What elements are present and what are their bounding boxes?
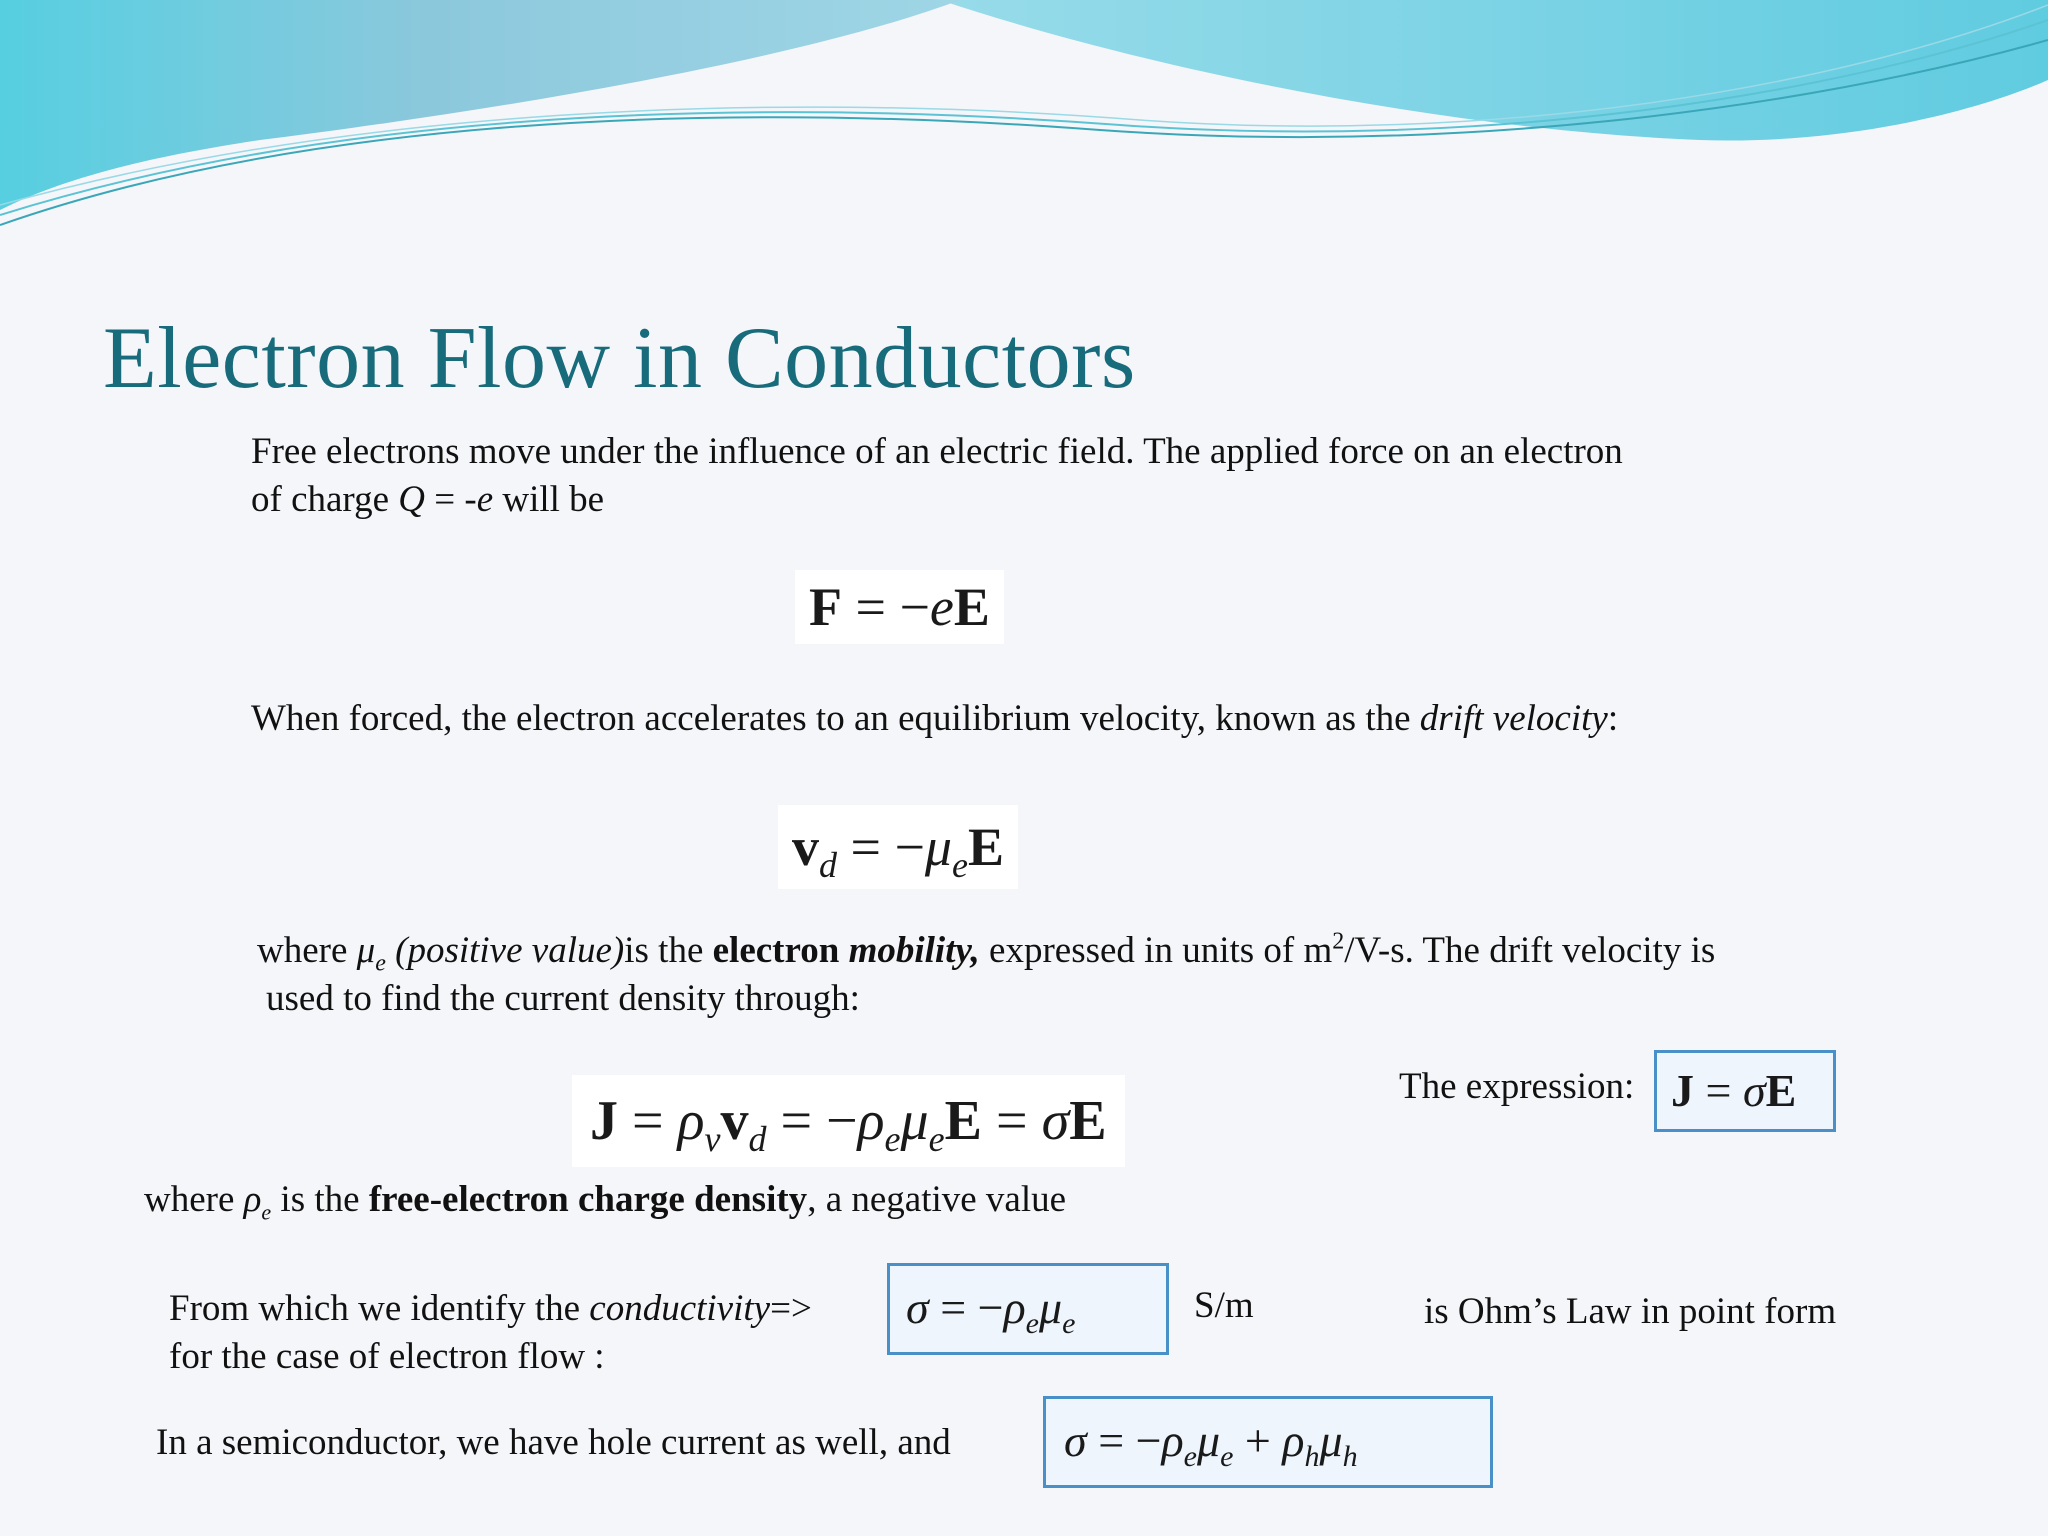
cd-v: v [720,1090,749,1152]
cond-mu: μ [1039,1282,1063,1333]
cd-rho2-sub: e [884,1119,901,1160]
cd-rho-sub: v [704,1119,721,1160]
cond-rho-sub: e [1025,1307,1039,1341]
drift-sentence-post: : [1607,698,1619,739]
mobility-line-1 [257,927,1715,975]
mobility-mu: μ [356,930,376,971]
cd-eq2: = − [766,1090,858,1152]
charge-symbol-q: Q [398,479,425,520]
cd-eq3: = [981,1090,1042,1152]
ohm-eq: = [1694,1065,1743,1116]
semiconductor-sentence: In a semiconductor, we have hole current as well, and [156,1422,951,1463]
cd-mu-sub: e [928,1119,945,1160]
conductivity-box [887,1263,1169,1355]
force-symbol: F [809,577,842,637]
mobility-where: where [257,930,357,971]
cdens-post: , a negative value [807,1179,1067,1220]
drift-mu-sub: e [952,844,969,885]
intro-line-2 [251,476,604,524]
cd-v-sub: d [748,1119,767,1160]
cd-mu: μ [900,1090,929,1152]
cd-sigma: σ [1041,1090,1070,1152]
intro-line-2-pre: of charge [251,479,399,520]
cdens-rho-sub: e [261,1199,272,1225]
semi-rho-e: ρ [1161,1415,1184,1466]
drift-equals: = − [837,817,925,877]
mobility-mu-sub: e [375,950,386,977]
semi-mu-e-sub: e [1220,1440,1234,1474]
intro-line-2-mid: = - [424,479,477,520]
unit-siemens-per-meter: S/m [1194,1285,1254,1326]
cdens-where: where [144,1179,244,1220]
mobility-term: mobility, [848,930,980,971]
drift-v: v [792,817,819,877]
semi-rho-h-sub: h [1304,1440,1320,1474]
ohms-law-caption: is Ohm’s Law in point form [1424,1291,1837,1332]
cd-E2: E [1069,1090,1107,1152]
cond-eq: = − [928,1282,1004,1333]
force-field: E [953,577,990,637]
cd-rho: ρ [677,1090,705,1152]
cd-J: J [590,1090,618,1152]
semi-plus: + [1233,1415,1283,1466]
charge-density-sentence [144,1176,1066,1224]
drift-velocity-sentence [251,695,1618,743]
semiconductor-conductivity-box [1043,1396,1493,1488]
intro-line-1: Free electrons move under the influence of an electric field. The applied force on an electron [251,431,1623,472]
semi-eq: = − [1086,1415,1162,1466]
header-wave-banner [0,0,2048,240]
electron-term: electron [712,930,849,971]
semi-sigma: σ [1064,1415,1087,1466]
cdens-is-the: is the [271,1179,369,1220]
current-density-equation [572,1075,1125,1167]
cdens-rho: ρ [243,1179,262,1220]
ohms-law-box [1654,1050,1836,1132]
cond-sigma: σ [906,1282,929,1333]
ohm-J: J [1671,1065,1694,1116]
mobility-units-sup: 2 [1332,928,1345,955]
cond-pre: From which we identify the [169,1288,590,1329]
force-equation [795,570,1004,644]
semi-mu-h: μ [1319,1415,1343,1466]
semi-mu-h-sub: h [1342,1440,1358,1474]
mobility-is-the: is the [624,930,713,971]
conductivity-line-2: for the case of electron flow : [169,1336,605,1377]
mobility-line-2: used to find the current density through: [266,978,860,1019]
ohm-E: E [1765,1065,1797,1116]
cd-rho2: ρ [857,1090,885,1152]
semi-rho-e-sub: e [1183,1440,1197,1474]
cond-mu-sub: e [1062,1307,1076,1341]
cond-arrow: => [770,1288,812,1329]
drift-velocity-equation [778,805,1018,889]
intro-line-2-post: will be [493,479,605,520]
slide-title: Electron Flow in Conductors [103,310,1136,407]
drift-field: E [968,817,1005,877]
charge-symbol-e: e [476,479,494,520]
semi-rho-h: ρ [1282,1415,1305,1466]
cd-eq1: = [618,1090,678,1152]
mobility-units-pre: expressed in units of m [979,930,1333,971]
cd-E: E [944,1090,982,1152]
free-electron-charge-density-term: free-electron charge density [368,1179,808,1220]
conductivity-line-1 [169,1285,812,1333]
force-equals: = − [842,577,930,637]
force-e: e [929,577,954,637]
expression-label: The expression: [1399,1066,1635,1107]
drift-mu: μ [924,817,953,877]
semi-mu-e: μ [1197,1415,1221,1466]
mobility-positive-value: (positive value) [385,930,625,971]
ohm-sigma: σ [1742,1065,1766,1116]
conductivity-term: conductivity [589,1288,771,1329]
drift-velocity-term: drift velocity [1419,698,1608,739]
mobility-units-post: /V-s. The drift velocity is [1344,930,1716,971]
cond-rho: ρ [1003,1282,1026,1333]
drift-v-sub: d [819,844,837,885]
drift-sentence-pre: When forced, the electron accelerates to an equilibrium velocity, known as the [251,698,1420,739]
